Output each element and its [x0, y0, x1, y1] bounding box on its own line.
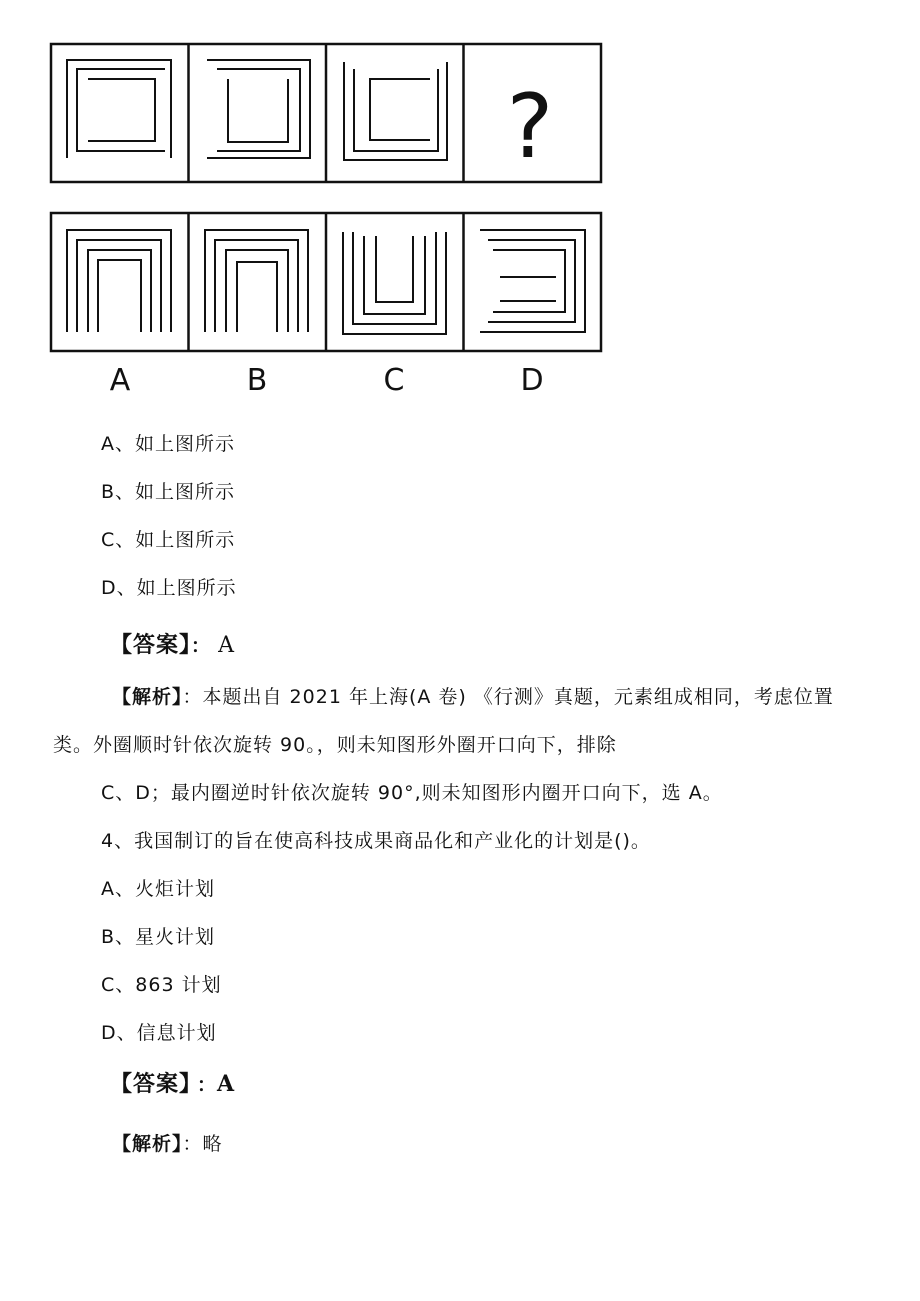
question-cell-3	[344, 62, 447, 160]
question-mark: ?	[506, 75, 554, 178]
option-figure-d	[480, 230, 585, 332]
q3-option-d: D、如上图所示	[101, 577, 237, 599]
answer-value: A	[217, 1071, 236, 1097]
explanation-label: 【解析】	[112, 1133, 183, 1155]
q4-option-d: D、信息计划	[101, 1022, 217, 1044]
question-cell-2	[207, 60, 310, 158]
answer-separator: ：	[191, 635, 212, 657]
answer-label: 【答案】	[110, 633, 192, 658]
q4-question: 4、我国制订的旨在使高科技成果商品化和产业化的计划是()。	[101, 830, 651, 852]
option-letter-c: C	[383, 363, 405, 398]
q4-explanation	[112, 1132, 223, 1156]
q4-option-b: B、星火计划	[101, 926, 216, 948]
question-cell-1	[67, 60, 171, 158]
explanation-text: ：本题出自 2021 年上海(A 卷) 《行测》真题，元素组成相同，考虑位置	[182, 686, 834, 708]
q3-explanation-line-1	[112, 685, 834, 709]
option-letter-a: A	[109, 363, 131, 398]
answer-value: A	[218, 633, 235, 658]
answer-label: 【答案】	[110, 1072, 192, 1097]
explanation-text: ：略	[182, 1133, 223, 1155]
option-letter-b: B	[246, 363, 268, 398]
q3-explanation-line-3: C、D；最内圈逆时针依次旋转 90°,则未知图形内圈开口向下，选 A。	[101, 782, 723, 804]
explanation-label: 【解析】	[112, 686, 183, 708]
answer-separator: ：	[197, 1074, 218, 1096]
option-figure-c	[343, 232, 446, 334]
puzzle-figure	[0, 0, 920, 400]
q4-option-c: C、863 计划	[101, 974, 222, 996]
q3-option-a: A、如上图所示	[101, 433, 235, 455]
option-figure-a	[67, 230, 171, 332]
q4-answer	[110, 1072, 235, 1097]
q3-option-c: C、如上图所示	[101, 529, 236, 551]
option-letter-d: D	[520, 363, 544, 398]
option-figure-b	[205, 230, 308, 332]
q4-option-a: A、火炬计划	[101, 878, 215, 900]
q3-option-b: B、如上图所示	[101, 481, 236, 503]
q3-answer	[110, 634, 235, 658]
q3-explanation-line-2: 类。外圈顺时针依次旋转 90。，则未知图形外圈开口向下，排除	[53, 734, 617, 756]
